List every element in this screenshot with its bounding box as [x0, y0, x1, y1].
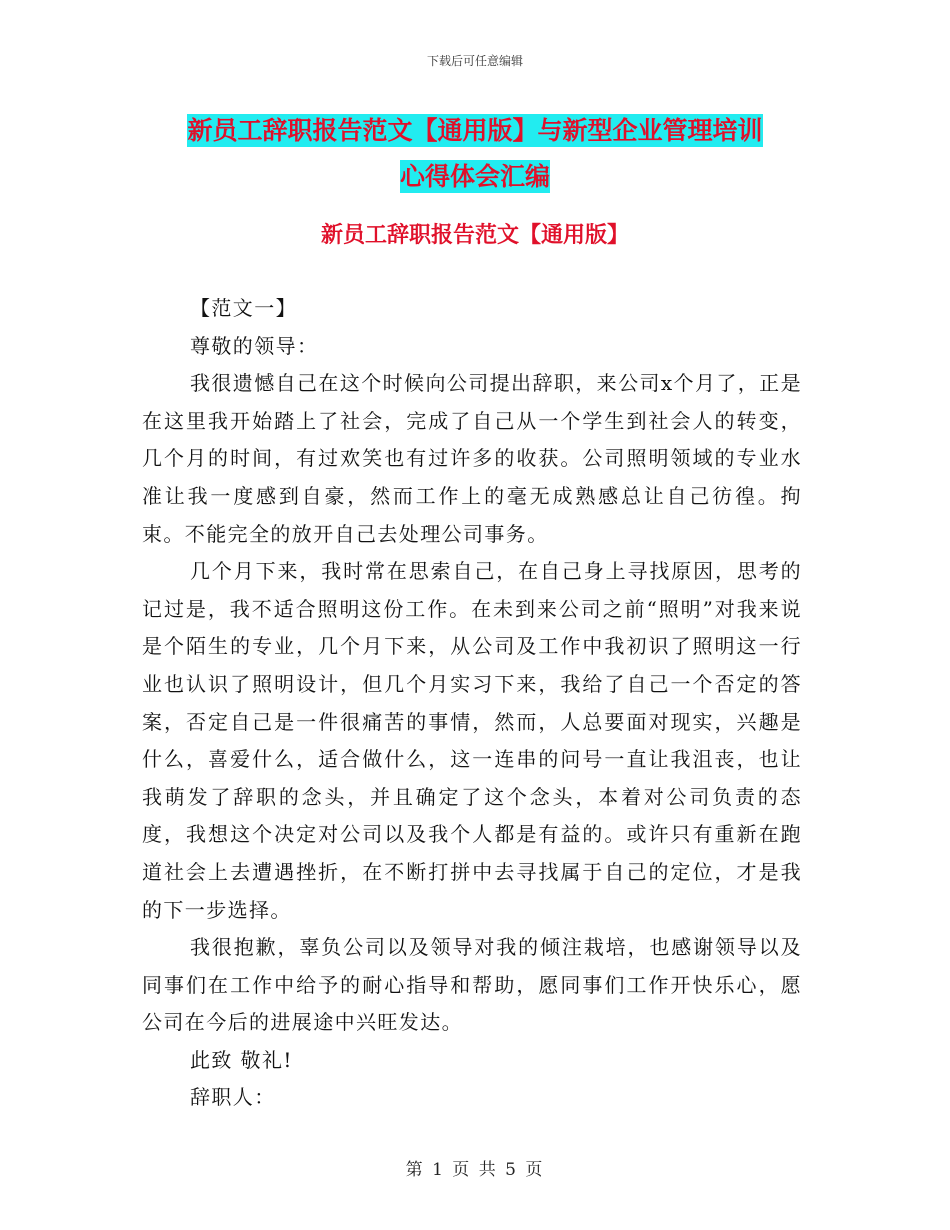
page-number: 第 1 页 共 5 页	[405, 1160, 545, 1180]
title-highlight-1: 新员工辞职报告范文【通用版】与新型企业管理培训	[187, 116, 763, 145]
body-paragraph: 几个月下来，我时常在思索自己，在自己身上寻找原因，思考的记过是，我不适合照明这份工作。在未到来公司之前“照明”对我来说是个陌生的专业，几个月下来，从公司及工作中我初识了照明这一行业也认识了照明设计，但几个月实习下来，我给了自己一个否定的答案，否定自己是一件很痛苦的事情，然而，人总要面对现实，兴趣是什么，喜爱什么，适合做什么，这一连串的问号一直让我沮丧，也让我萌发了辞职的念头，并且确定了这个念头，本着对公司负责的态度，我想这个决定对公司以及我个人都是有益的。或许只有重新在跑道社会上去遭遇挫折，在不断打拼中去寻找属于自己的定位，才是我的下一步选择。	[142, 559, 802, 922]
document-body	[142, 290, 802, 1117]
title-highlight-2: 心得体会汇编	[399, 162, 550, 191]
salutation: 尊敬的领导：	[190, 333, 319, 358]
sample-label: 【范文一】	[190, 296, 297, 320]
body-paragraph: 我很抱歉，辜负公司以及领导对我的倾注栽培，也感谢领导以及同事们在工作中给予的耐心指导和帮助，愿同事们工作开快乐心，愿公司在今后的进展途中兴旺发达。	[142, 935, 802, 1035]
document-title-line-2	[0, 154, 950, 200]
document-title	[0, 108, 950, 200]
section-title: 新员工辞职报告范文【通用版】	[320, 223, 629, 248]
closing: 此致 敬礼!	[190, 1047, 293, 1072]
signature-line: 辞职人：	[190, 1085, 276, 1110]
document-title-line-1	[0, 108, 950, 154]
header-note: 下载后可任意编辑	[426, 54, 523, 68]
body-paragraph: 我很遗憾自己在这个时候向公司提出辞职，来公司x个月了，正是在这里我开始踏上了社会，完成了自己从一个学生到社会人的转变，几个月的时间，有过欢笑也有过许多的收获。公司照明领域的专业水准让我一度感到自豪，然而工作上的毫无成熟感总让自己彷徨。拘束。不能完全的放开自己去处理公司事务。	[142, 371, 802, 546]
